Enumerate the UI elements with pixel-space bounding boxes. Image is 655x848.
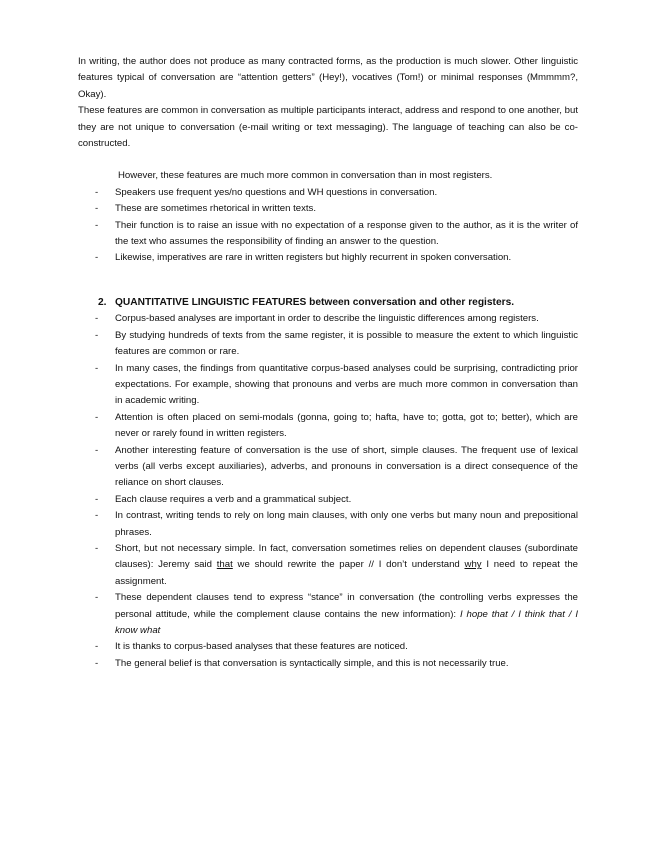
list-item: - It is thanks to corpus-based analyses that these features are noticed.: [95, 641, 408, 653]
list-item: - By studying hundreds of texts from the same register, it is possible to measure the extent to which linguistic features are common or rare.: [95, 329, 578, 358]
list-item: - These are sometimes rhetorical in written texts.: [95, 203, 317, 215]
list-item: - In many cases, the findings from quantitative corpus-based analyses could be surprising, contradicting prior expectations. For example, showing that pronouns and verbs are much more common in conversation than in academic writing.: [95, 362, 578, 407]
intro-paragraph-1: In writing, the author does not produce as many contracted forms, as the production is much slower. Other linguistic features typical of conversation are “attention getters” (Hey!), vocatives (Tom!) or minimal responses (Mmmmm?, Okay).: [78, 56, 578, 100]
list-item: - These dependent clauses tend to express “stance” in conversation (the controlling verbs expresses the personal attitude, while the complement clause contains the new information): I hope that / I think that / I know what: [95, 592, 579, 636]
question-features-list: [78, 185, 578, 267]
section-number: 2.: [98, 296, 107, 308]
document-page: [78, 54, 578, 672]
section-2-heading: [78, 295, 578, 311]
intro-paragraph-2: These features are common in conversation as multiple participants interact, address and respond to one another, but they are not unique to conversation (e-mail writing or text messaging). The language of teaching can also be co-constructed.: [78, 105, 578, 150]
list-item: - In contrast, writing tends to rely on long main clauses, with only one verbs but many noun and prepositional phrases.: [95, 510, 578, 538]
italic-examples: I hope that / I think that / I know what: [115, 608, 579, 636]
section-title-caps: QUANTITATIVE LINGUISTIC FEATURES: [115, 296, 307, 308]
list-item: - Corpus-based analyses are important in order to describe the linguistic differences among registers.: [95, 313, 539, 325]
list-item: - Attention is often placed on semi-modals (gonna, going to; hafta, have to; gotta, got to; better), which are never or rarely found in written registers.: [95, 411, 578, 440]
intro-paragraph-3: However, these features are much more common in conversation than in most registers.: [118, 170, 493, 182]
underlined-that: that: [216, 559, 233, 571]
list-item: - The general belief is that conversation is syntactically simple, and this is not necessarily true.: [95, 657, 509, 669]
list-item: - Another interesting feature of conversation is the use of short, simple clauses. The frequent use of lexical verbs (all verbs except auxiliaries), adverbs, and pronouns in conversation is a direct consequence of the reliance on short clauses.: [95, 444, 578, 489]
list-item: - Short, but not necessary simple. In fact, conversation sometimes relies on dependent clauses (subordinate clauses): Jeremy said that we should rewrite the paper // I don’t understand why I need to repeat the assignment.: [95, 542, 578, 587]
underlined-why: why: [464, 559, 482, 571]
quantitative-features-list: [78, 311, 578, 672]
section-title-rest: between conversation and other registers.: [306, 296, 515, 308]
list-item: - Their function is to raise an issue with no expectation of a response given to the author, as it is the writer of the text who assumes the responsibility of finding an answer to the question.: [95, 219, 578, 248]
list-item: - Speakers use frequent yes/no questions and WH questions in conversation.: [95, 186, 438, 198]
list-item: - Likewise, imperatives are rare in written registers but highly recurrent in spoken conversation.: [95, 252, 512, 264]
list-item: - Each clause requires a verb and a grammatical subject.: [95, 493, 352, 505]
